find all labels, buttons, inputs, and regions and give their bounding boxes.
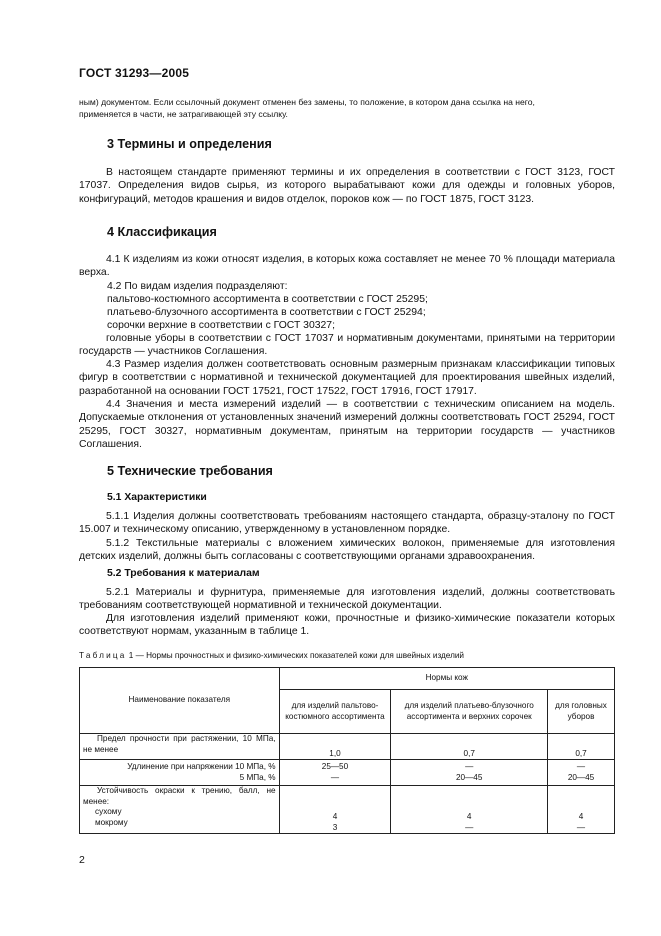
cell-value-pair bbox=[391, 760, 548, 786]
cell-value: 4 bbox=[578, 812, 584, 821]
section-3-paragraph: В настоящем стандарте применяют термины и их определения в соответствии с ГОСТ 3123, ГОСТ 17037. Определения видов сырья, из которого вырабатывают кожи для одежды и головных уборов, конфигураций, методов крашения и видов отделок, пороков кож — по ГОСТ 1875, ГОСТ 3123. bbox=[79, 167, 615, 205]
row-name-color-fastness-title: Устойчивость окраски к трению, балл, не менее: bbox=[83, 786, 276, 806]
cell-value: 4 bbox=[332, 812, 338, 821]
paragraph-4-4: 4.4 Значения и места измерений изделий — в соответствии с техническим описанием на модель. Допускаемые отклонения от установленных значений измерений должны соответствовать ГОСТ 25294, ГОСТ 25295, ГОСТ 30327, нормативным документам, принятым на территории государств — участников Соглашения. bbox=[79, 399, 615, 450]
paragraph-5-1-2: 5.1.2 Текстильные материалы с вложением химических волокон, применяемые для изготовления детских изделий, должны быть согласованы с соответствующими органами здравоохранения. bbox=[79, 538, 615, 563]
table-caption-text: 1 — Нормы прочностных и физико-химических показателей кожи для швейных изделий bbox=[128, 651, 464, 660]
section-3-title: 3 Термины и определения bbox=[107, 137, 272, 151]
cell-value: 1,0 bbox=[279, 734, 391, 760]
norms-table bbox=[79, 667, 615, 834]
column-header-coat-suit: для изделий пальтово-костюмного ассортимента bbox=[279, 690, 391, 734]
column-header-name: Наименование показателя bbox=[80, 668, 280, 734]
row-name-elongation-10mpa: Удлинение при напряжении 10 МПа, % bbox=[127, 762, 276, 771]
paragraph-5-2-2: Для изготовления изделий применяют кожи, прочностные и физико-химические показатели которых соответствуют нормам, указанным в таблице 1. bbox=[79, 613, 615, 638]
section-5-title: 5 Технические требования bbox=[107, 464, 273, 478]
paragraph-5-2-1: 5.2.1 Материалы и фурнитура, применяемые для изготовления изделий, должны соответствовать требованиям соответствующей нормативной и технической документации. bbox=[79, 587, 615, 612]
column-header-dress-blouse: для изделий платьево-блузочного ассортимента и верхних сорочек bbox=[391, 690, 548, 734]
table-row bbox=[80, 734, 615, 760]
table-header-row-1 bbox=[80, 668, 615, 690]
cell-value: — bbox=[465, 762, 474, 771]
paragraph-4-1: 4.1 К изделиям из кожи относят изделия, в которых кожа составляет не менее 70 % площади материала верха. bbox=[79, 254, 615, 279]
intro-line-1: ным) документом. Если ссылочный документ отменен без замены, то положение, в котором дана ссылка на него, bbox=[79, 97, 535, 107]
paragraph-5-1-1: 5.1.1 Изделия должны соответствовать требованиям настоящего стандарта, образцу-эталону по ГОСТ 15.007 и техническому описанию, утвержденному в установленном порядке. bbox=[79, 511, 615, 536]
paragraph-4-2-line-1: 4.2 По видам изделия подразделяют: bbox=[107, 281, 288, 292]
intro-paragraph bbox=[79, 96, 619, 121]
row-name-tensile-strength: Предел прочности при растяжении, 10 МПа, не менее bbox=[80, 734, 280, 760]
row-name-wet: мокрому bbox=[95, 817, 128, 827]
cell-value: 20—45 bbox=[456, 772, 483, 782]
table-row bbox=[80, 786, 615, 834]
document-header: ГОСТ 31293—2005 bbox=[79, 66, 190, 80]
cell-value-pair bbox=[279, 786, 391, 834]
cell-value: 20—45 bbox=[567, 772, 595, 782]
paragraph-4-2-last: головные уборы в соответствии с ГОСТ 17037 и нормативным документами, принятыми на территории государств — участников Соглашения. bbox=[79, 333, 615, 358]
row-name-elongation-5mpa: 5 МПа, % bbox=[239, 772, 276, 782]
row-name-elongation bbox=[80, 760, 280, 786]
cell-value: 0,7 bbox=[548, 734, 615, 760]
column-group-header: Нормы кож bbox=[279, 668, 614, 690]
row-name-color-fastness bbox=[80, 786, 280, 834]
subsection-5-1-title: 5.1 Характеристики bbox=[107, 492, 207, 503]
table-caption bbox=[79, 651, 464, 660]
column-header-headwear: для головных уборов bbox=[548, 690, 615, 734]
cell-value: — bbox=[465, 822, 474, 832]
cell-value-pair bbox=[391, 786, 548, 834]
cell-value: 0,7 bbox=[391, 734, 548, 760]
section-4-title: 4 Классификация bbox=[107, 225, 217, 239]
row-name-dry: сухому bbox=[95, 807, 122, 816]
page-number: 2 bbox=[79, 854, 85, 866]
table-row bbox=[80, 760, 615, 786]
cell-value: — bbox=[330, 772, 340, 782]
paragraph-4-3: 4.3 Размер изделия должен соответствовать основным размерным признакам классификации типовых фигур в соответствии с нормативной и технической документацией для проектирования швейных изделий, разработанной на основании ГОСТ 17521, ГОСТ 17522, ГОСТ 17916, ГОСТ 17917. bbox=[79, 359, 615, 397]
cell-value: 25—50 bbox=[321, 762, 349, 771]
cell-value: — bbox=[576, 762, 586, 771]
cell-value: — bbox=[576, 822, 586, 832]
subsection-5-2-title: 5.2 Требования к материалам bbox=[107, 568, 260, 579]
paragraph-4-2-line-4: сорочки верхние в соответствии с ГОСТ 30327; bbox=[107, 320, 335, 331]
cell-value-pair bbox=[548, 760, 615, 786]
cell-value: 3 bbox=[332, 822, 338, 832]
cell-value: 4 bbox=[466, 812, 472, 821]
cell-value-pair bbox=[279, 760, 391, 786]
paragraph-4-2-line-3: платьево-блузочного ассортимента в соответствии с ГОСТ 25294; bbox=[107, 307, 426, 318]
cell-value-pair bbox=[548, 786, 615, 834]
table-caption-label: Таблица bbox=[79, 651, 127, 660]
intro-line-2: применяется в части, не затрагивающей эту ссылку. bbox=[79, 109, 288, 120]
paragraph-4-2-line-2: пальтово-костюмного ассортимента в соответствии с ГОСТ 25295; bbox=[107, 294, 428, 305]
